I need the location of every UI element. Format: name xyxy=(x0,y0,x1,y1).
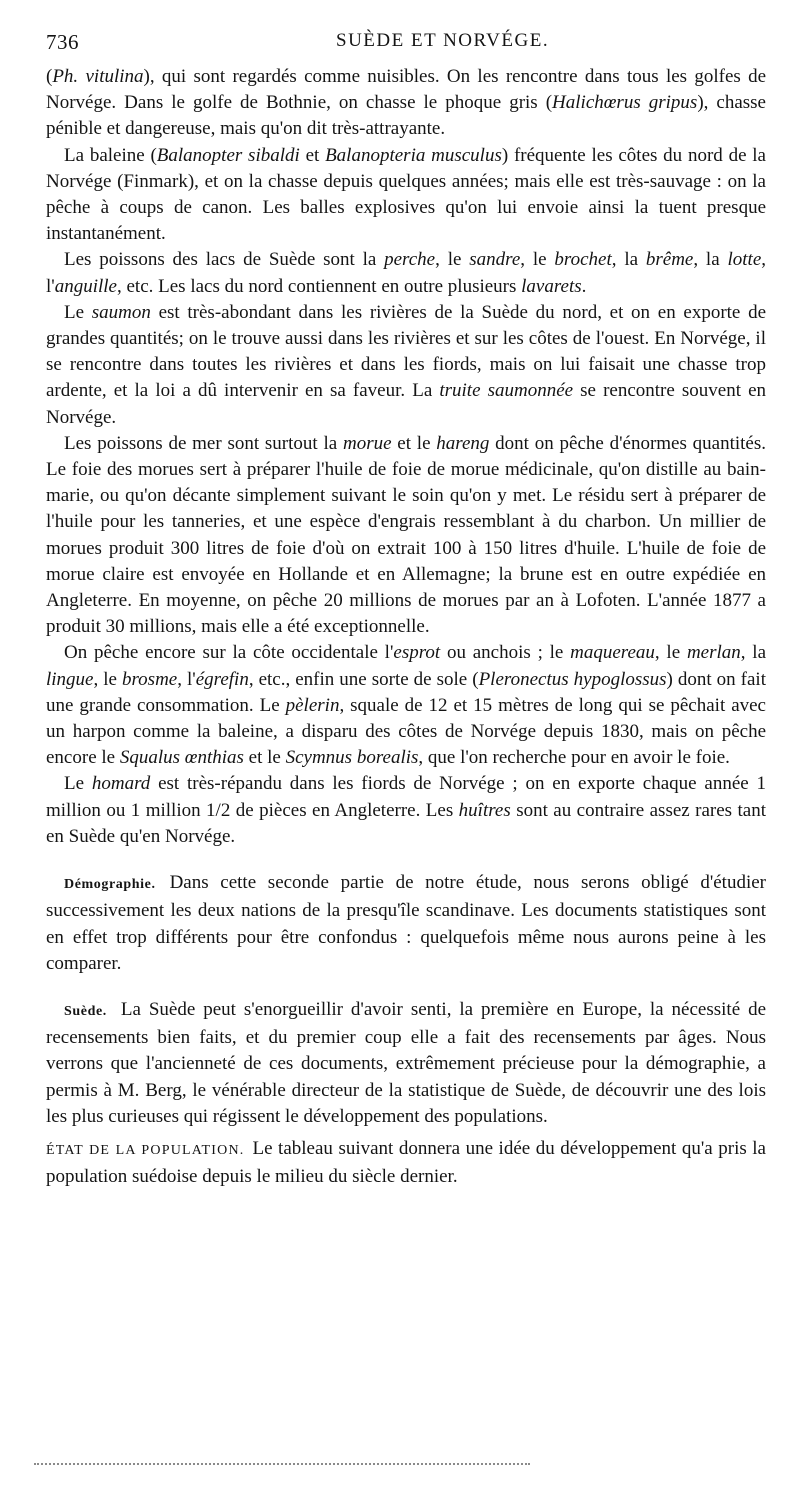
fish-name: brochet xyxy=(554,249,612,271)
text-run: ) fréquente les côtes du nord de la Norvége (Finmark), et on la chasse depuis quelques années; mais elle est très-sauvage : on la pêche à coups de canon. Les balles explosives qu'on lui envoie ainsi la tuent presque instantanément. xyxy=(46,144,766,245)
fish-name: lingue xyxy=(46,668,94,690)
text-run: , squale de 12 et 15 mètres de long qui se pêchait avec un harpon comme la baleine, a disparu des côtes de Norvége depuis 1830, mais on pêche encore le xyxy=(46,694,766,769)
running-title: SUÈDE ET NORVÉGE. xyxy=(336,30,550,51)
fish-name: esprot xyxy=(393,642,441,664)
text-run: , l' xyxy=(177,668,196,690)
text-run: Le xyxy=(64,773,92,795)
latin-name: Pleronectus hypoglossus xyxy=(478,668,667,690)
latin-name: Squalus œnthias xyxy=(119,747,244,769)
text-run: est très-répandu dans les fiords de Norvége ; on en exporte chaque année 1 million ou 1 million 1/2 de pièces en Angleterre. Les xyxy=(46,773,767,821)
text-run: et xyxy=(299,144,326,166)
latin-name: Ph. vitulina xyxy=(52,66,144,87)
text-run: ), chasse pénible et dangereuse, mais qu'on dit très-attrayante. xyxy=(46,92,766,140)
fish-name: pèlerin xyxy=(285,694,340,716)
fish-name: brosme xyxy=(121,668,178,690)
text-run: , la xyxy=(693,249,728,271)
text-run: , le xyxy=(520,249,555,271)
fish-name: brême xyxy=(645,249,694,271)
text-run: Le xyxy=(64,301,92,323)
text-run: Le tableau suivant donnera une idée du développement qu'a pris la population suédoise depuis le milieu du siècle dernier. xyxy=(46,1137,766,1188)
fish-name: égrefin xyxy=(195,668,249,690)
fish-name: homard xyxy=(91,773,151,795)
text-run: , le xyxy=(435,249,470,271)
text-run: Dans cette seconde partie de notre étude, nous serons obligé d'étudier successivement les deux nations de la presqu'île scandinave. Les documents statistiques sont en effet trop différents pour être confondus : quelquefois même nous aurons peine à les comparer. xyxy=(46,872,766,974)
paragraph-phoques xyxy=(46,64,766,143)
text-run: , etc. Les lacs du nord contiennent en outre plusieurs xyxy=(116,275,522,297)
latin-name: Scymnus borealis xyxy=(285,747,419,769)
text-run: et le xyxy=(391,432,437,454)
fish-name: saumon xyxy=(91,301,151,323)
fish-name: perche xyxy=(384,249,436,271)
text-run: est très-abondant dans les rivières de la Suède du nord, et on en exporte de grandes quantités; on le trouve aussi dans les rivières et sur les côtes de l'ouest. En Norvége, il se rencontre dans toutes les rivières et dans les fiords, mais on lui faisait une chasse trop ardente, et la loi a dû intervenir en sa faveur. La xyxy=(46,301,766,402)
paragraph-poissons-mer xyxy=(46,431,766,641)
text-run: et le xyxy=(243,747,286,769)
latin-name: Balanopteria musculus xyxy=(325,144,502,166)
text-run: Les poissons de mer sont surtout la xyxy=(64,432,343,454)
fish-name: truite saumonnée xyxy=(439,380,574,402)
text-run: La Suède peut s'enorgueillir d'avoir senti, la première en Europe, la nécessité de recensements bien faits, et du premier coup elle a fait des recensements par âges. Nous verrons que l'ancienneté de ces documents, extrêmement précieuse pour la démographie, a permis à M. Berg, le vénérable directeur de la statistique de Suède, de découvrir une des lois les plus curieuses qui régissent le développement des populations. xyxy=(46,998,766,1127)
page-header xyxy=(46,30,766,60)
text-run: , le xyxy=(654,642,687,664)
fish-name: sandre xyxy=(469,249,521,271)
text-run: ou anchois ; le xyxy=(440,642,571,664)
text-run: La baleine ( xyxy=(64,144,157,166)
fish-name: lotte xyxy=(727,249,762,271)
fish-name: huîtres xyxy=(458,799,511,821)
text-run: dont on pêche d'énormes quantités. Le foie des morues sert à préparer l'huile de foie de morue médicinale, qu'on distille au bain-marie, ou qu'on décante simplement suivant le soin qu'on y met. Le résidu sert à préparer de l'huile pour les tanneries, et une espèce d'engrais ressemblant à du charbon. Un millier de morues produit 300 litres de foie d'où on extrait 100 à 150 litres d'huile. L'huile de foie de morue claire est envoyée en Hollande et en Allemagne; la brune est en outre expédiée en Angleterre. En moyenne, on pêche 20 millions de morues par an à Lofoten. L'année 1877 a produit 30 millions, mais elle a été exceptionnelle. xyxy=(46,432,766,638)
paragraph-saumon xyxy=(46,300,766,431)
page-number: 736 xyxy=(46,30,79,54)
section-heading-demographie: Démographie. xyxy=(64,877,156,893)
latin-name: Halichœrus gripus xyxy=(552,92,698,114)
text-run: se rencontre souvent en Norvége. xyxy=(46,380,766,428)
text-run: Les poissons des lacs de Suède sont la xyxy=(64,249,385,271)
text-run: , la xyxy=(611,249,646,271)
fish-name: hareng xyxy=(436,432,490,454)
text-run: , la xyxy=(740,642,767,664)
text-run: . xyxy=(581,275,587,297)
fish-name: maquereau xyxy=(570,642,655,664)
text-run: sont au contraire assez rares tant en Suède qu'en Norvége. xyxy=(46,799,766,847)
paragraph-etat-population xyxy=(46,1136,766,1190)
paragraph-poissons-lacs xyxy=(46,247,766,299)
fish-name: lavarets xyxy=(521,275,582,297)
section-heading-suede: Suède. xyxy=(64,1003,107,1019)
paragraph-homard xyxy=(46,771,766,850)
paragraph-demographie xyxy=(46,870,766,977)
text-run: , l' xyxy=(46,249,767,297)
fish-name: morue xyxy=(342,432,392,454)
text-run: , que l'on recherche pour en avoir le foie. xyxy=(418,747,730,769)
text-run: ( xyxy=(46,66,53,87)
bottom-dotted-rule xyxy=(34,1463,530,1465)
subsection-heading-etat: ÉTAT DE LA POPULATION. xyxy=(46,1142,245,1158)
text-run: , etc., enfin une sorte de sole ( xyxy=(248,668,479,690)
paragraph-baleine xyxy=(46,143,766,248)
text-run: , le xyxy=(93,668,122,690)
fish-name: merlan xyxy=(686,642,741,664)
text-run: ), qui sont regardés comme nuisibles. On les rencontre dans tous les golfes de Norvége. Dans le golfe de Bothnie, on chasse le phoque gris ( xyxy=(46,66,767,114)
text-run: On pêche encore sur la côte occidentale l' xyxy=(64,642,394,664)
text-run: ) dont on fait une grande consommation. Le xyxy=(46,668,766,716)
page-body xyxy=(46,64,766,1190)
paragraph-autres-peches xyxy=(46,640,766,771)
paragraph-suede xyxy=(46,997,766,1130)
fish-name: anguille xyxy=(54,275,117,297)
latin-name: Balanopter sibaldi xyxy=(156,144,300,166)
